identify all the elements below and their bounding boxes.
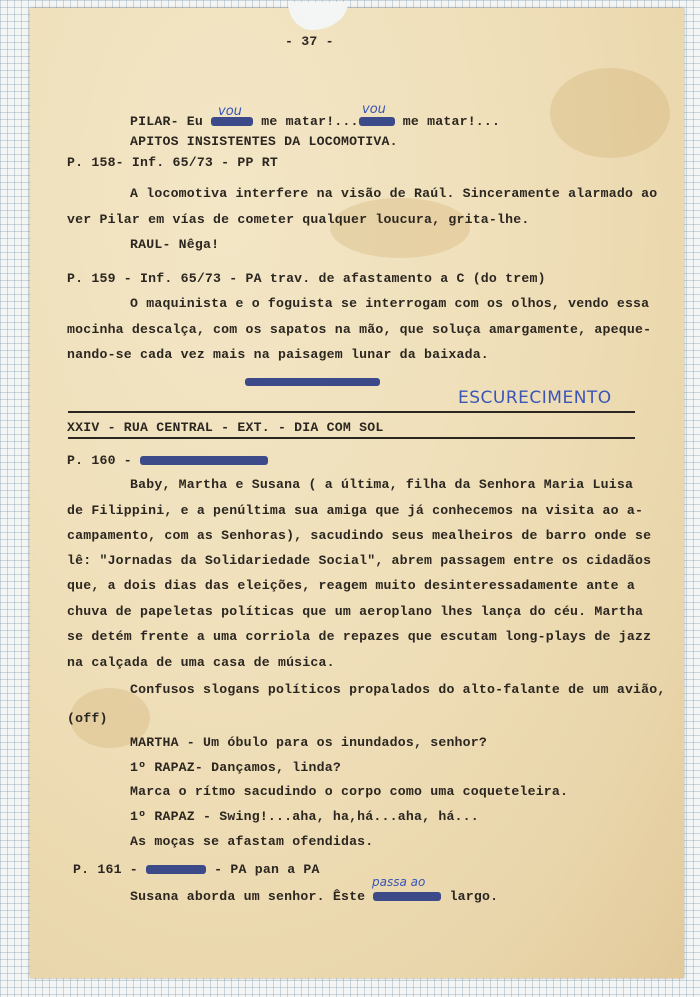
page-number: - 37 - xyxy=(285,34,334,49)
dialogue-line: 1º RAPAZ - Swing!...aha, ha,há...aha, há... xyxy=(130,809,479,824)
typed-page xyxy=(30,8,684,978)
body-line: que, a dois dias das eleições, reagem muito desinteressadamente ante a xyxy=(67,578,635,593)
body-line: na calçada de uma casa de música. xyxy=(67,655,335,670)
stain xyxy=(550,68,670,158)
crossed-out-word xyxy=(245,378,380,386)
shot-heading: P. 159 - Inf. 65/73 - PA trav. de afastamento a C (do trem) xyxy=(67,271,546,286)
shot-heading: P. 158- Inf. 65/73 - PP RT xyxy=(67,155,278,170)
stain xyxy=(330,198,470,258)
body-line: A locomotiva interfere na visão de Raúl. Sinceramente alarmado ao xyxy=(130,186,658,201)
dialogue-line: 1º RAPAZ- Dançamos, linda? xyxy=(130,760,341,775)
body-line: ver Pilar em vías de cometer qualquer loucura, grita-lhe. xyxy=(67,212,530,227)
divider xyxy=(68,437,635,439)
body-line: mocinha descalça, com os sapatos na mão, que soluça amargamente, apeque- xyxy=(67,322,652,337)
body-line: de Filippini, e a penúltima sua amiga que já conhecemos na visita ao a- xyxy=(67,503,644,518)
handwritten-correction: passa ao xyxy=(372,875,426,889)
body-line: se detém frente a uma corriola de repazes que escutam long-plays de jazz xyxy=(67,629,652,644)
body-line: Confusos slogans políticos propalados do alto-falante de um avião, xyxy=(130,682,666,697)
body-line: campamento, com as Senhoras), sacudindo seus mealheiros de barro onde se xyxy=(67,528,652,543)
dialogue-line: MARTHA - Um óbulo para os inundados, senhor? xyxy=(130,735,488,750)
handwritten-correction: vou xyxy=(218,104,242,119)
body-line: Marca o rítmo sacudindo o corpo como uma coqueteleira. xyxy=(130,784,569,799)
body-line: As moças se afastam ofendidas. xyxy=(130,834,374,849)
dialogue-line: RAUL- Nêga! xyxy=(130,237,220,252)
page-tear xyxy=(288,2,348,30)
body-line: Susana aborda um senhor. Êste largo. xyxy=(130,889,499,904)
body-line: nando-se cada vez mais na paisagem lunar da baixada. xyxy=(67,347,489,362)
stage-direction: APITOS INSISTENTES DA LOCOMOTIVA. xyxy=(130,134,398,149)
body-line: Baby, Martha e Susana ( a última, filha da Senhora Maria Luisa xyxy=(130,477,634,492)
body-line: chuva de papeletas políticas que um aeroplano lhes lança do céu. Martha xyxy=(67,604,644,619)
shot-heading: P. 161 - - PA pan a PA xyxy=(73,862,320,877)
scene-heading: XXIV - RUA CENTRAL - EXT. - DIA COM SOL xyxy=(67,420,384,435)
body-line: O maquinista e o foguista se interrogam com os olhos, vendo essa xyxy=(130,296,650,311)
handwritten-correction: vou xyxy=(362,102,386,117)
divider xyxy=(68,411,635,413)
dialogue-line: PILAR- Eu me matar!... me matar!... xyxy=(130,114,501,129)
shot-heading: P. 160 - xyxy=(67,453,268,468)
handwritten-note: ESCURECIMENTO xyxy=(458,388,612,408)
body-line: lê: "Jornadas da Solidariedade Social", abrem passagem entre os cidadãos xyxy=(67,553,652,568)
body-line: (off) xyxy=(67,711,108,726)
